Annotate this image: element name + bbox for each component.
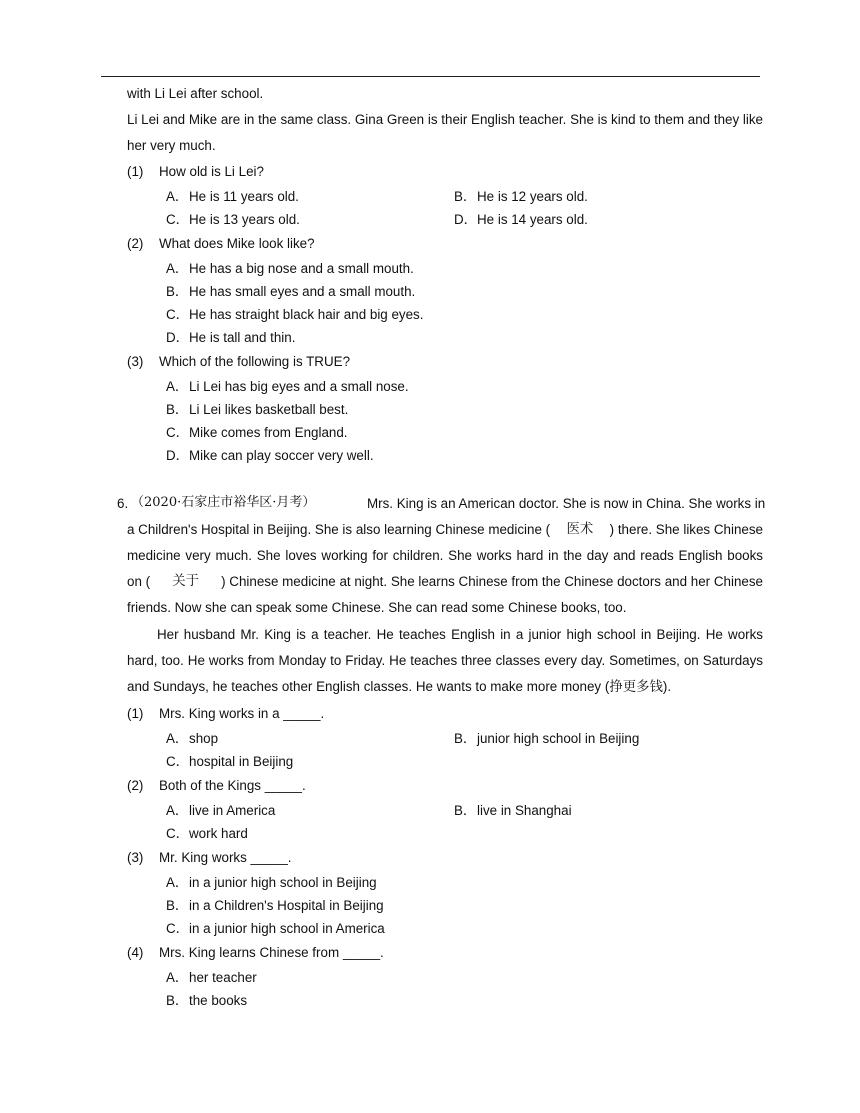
option-letter: B． [166, 402, 189, 417]
chinese-gloss: 医术 [566, 522, 594, 537]
passage-paragraph-line: her very much. [127, 138, 216, 153]
chinese-gloss: 关于 [172, 574, 199, 589]
option-text: Mike comes from England. [189, 425, 348, 440]
passage-text: and Sundays, he teaches other English classes. He wants to make more money ( [127, 679, 610, 694]
option-letter: B． [166, 993, 189, 1008]
option-letter: C． [166, 754, 190, 769]
option-letter: B． [166, 284, 189, 299]
option-letter: C． [166, 212, 190, 227]
passage-text: ) Chinese medicine at night. She learns Chinese from the Chinese doctors and her Chinese [221, 574, 763, 589]
passage-line [127, 572, 763, 592]
option-letter: C． [166, 425, 190, 440]
option-letter: B． [166, 898, 189, 913]
passage-text: on ( [127, 574, 151, 589]
option-text: in a Children's Hospital in Beijing [189, 898, 384, 913]
option-text: He has straight black hair and big eyes. [189, 307, 424, 322]
problem-source: （2020·石家庄市裕华区·月考） [131, 495, 316, 510]
option-text: junior high school in Beijing [477, 731, 640, 746]
header-rule [101, 76, 760, 77]
option-letter: D． [454, 212, 478, 227]
question-number: (1) [127, 706, 144, 721]
question-stem: Which of the following is TRUE? [159, 354, 351, 369]
option-text: He has small eyes and a small mouth. [189, 284, 416, 299]
question-stem: Mr. King works _____. [159, 850, 292, 865]
passage-line: Her husband Mr. King is a teacher. He teaches English in a junior high school in Beijing. He works [157, 627, 763, 642]
option-text: work hard [189, 826, 248, 841]
option-letter: A． [166, 189, 189, 204]
chinese-gloss: 挣更多钱 [609, 680, 663, 695]
problem-number: 6. [117, 496, 129, 511]
option-text: He is 11 years old. [189, 189, 299, 204]
question-number: (1) [127, 164, 144, 179]
question-stem: Both of the Kings _____. [159, 778, 306, 793]
passage-line [127, 520, 763, 540]
option-letter: D． [166, 330, 190, 345]
question-number: (3) [127, 850, 144, 865]
option-letter: A． [166, 261, 189, 276]
option-letter: A． [166, 803, 189, 818]
option-text: live in America [189, 803, 276, 818]
question-stem: Mrs. King learns Chinese from _____. [159, 945, 384, 960]
passage-line: Mrs. King is an American doctor. She is now in China. She works in [367, 496, 766, 511]
option-text: Li Lei likes basketball best. [189, 402, 349, 417]
question-number: (3) [127, 354, 144, 369]
option-letter: A． [166, 970, 189, 985]
option-letter: C． [166, 826, 190, 841]
option-letter: B． [454, 731, 477, 746]
option-text: He is tall and thin. [189, 330, 296, 345]
option-text: in a junior high school in America [189, 921, 385, 936]
passage-line: medicine very much. She loves working for children. She works hard in the day and reads English books [127, 548, 763, 563]
option-letter: A． [166, 379, 189, 394]
passage-line: friends. Now she can speak some Chinese. She can read some Chinese books, too. [127, 600, 627, 615]
option-text: Mike can play soccer very well. [189, 448, 374, 463]
option-text: her teacher [189, 970, 257, 985]
option-text: the books [189, 993, 248, 1008]
option-text: He has a big nose and a small mouth. [189, 261, 414, 276]
passage-paragraph-line: Li Lei and Mike are in the same class. Gina Green is their English teacher. She is kind to them and they like [127, 112, 763, 127]
passage-text: ). [662, 679, 672, 694]
question-number: (2) [127, 236, 144, 251]
passage-line [127, 677, 671, 698]
passage-line: hard, too. He works from Monday to Friday. He teaches three classes every day. Sometimes, on Saturdays [127, 653, 763, 668]
option-letter: A． [166, 875, 189, 890]
option-text: in a junior high school in Beijing [189, 875, 377, 890]
option-letter: B． [454, 803, 477, 818]
option-letter: D． [166, 448, 190, 463]
passage-text: a Children's Hospital in Beijing. She is also learning Chinese medicine ( [127, 522, 551, 537]
passage-text: ) there. She likes Chinese [609, 522, 763, 537]
question-number: (4) [127, 945, 144, 960]
option-text: He is 12 years old. [477, 189, 588, 204]
option-text: hospital in Beijing [189, 754, 294, 769]
question-stem: What does Mike look like? [159, 236, 315, 251]
question-number: (2) [127, 778, 144, 793]
option-text: He is 13 years old. [189, 212, 300, 227]
question-stem: How old is Li Lei? [159, 164, 264, 179]
option-letter: C． [166, 921, 190, 936]
option-letter: A． [166, 731, 189, 746]
option-letter: C． [166, 307, 190, 322]
option-text: He is 14 years old. [477, 212, 588, 227]
option-text: live in Shanghai [477, 803, 572, 818]
question-stem: Mrs. King works in a _____. [159, 706, 325, 721]
option-text: Li Lei has big eyes and a small nose. [189, 379, 409, 394]
option-letter: B． [454, 189, 477, 204]
option-text: shop [189, 731, 219, 746]
passage-continuation: with Li Lei after school. [127, 86, 264, 101]
